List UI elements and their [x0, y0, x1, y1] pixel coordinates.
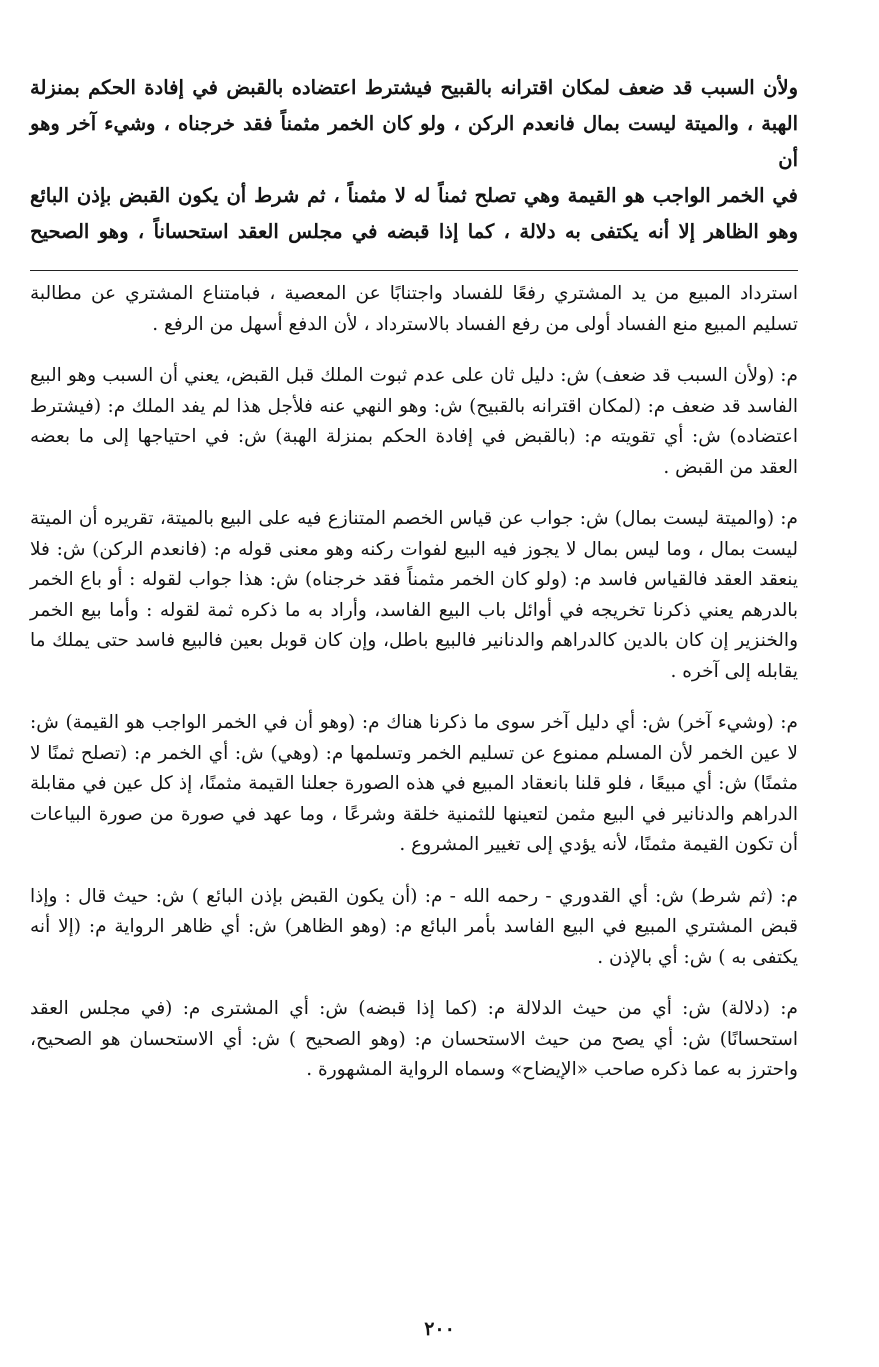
commentary-paragraph: م: (وشيء آخر) ش: أي دليل آخر سوى ما ذكرنا هناك م: (وهو أن في الخمر الواجب هو القيمة) ش: لا عين الخمر لأن المسلم ممنوع عن تسليم الخمر وتسلمها م: (وهي) ش: أي الخمر م: (تصلح ثمنًا لا مثمنًا) ش: أي مبيعًا ، فلو قلنا بانعقاد المبيع في هذه الصورة جعلنا القيمة مثمنًا، إذ كل عين في مقابلة الدراهم والدنانير في البيع مثمن لتعينها للثمنية خلقة وشرعًا ، وما عهد في صورة من صورة البياعات أن تكون القيمة مثمنًا، لأنه يؤدي إلى تغيير المشروع .: [30, 712, 798, 855]
main-text-line: ولأن السبب قد ضعف لمكان اقترانه بالقبيح فيشترط اعتضاده بالقبض في إفادة الحكم بمنزلة: [30, 76, 798, 99]
page-number: ٢٠٠: [424, 1318, 455, 1340]
commentary-paragraph: م: (والميتة ليست بمال) ش: جواب عن قياس الخصم المتنازع فيه على البيع بالميتة، تقريره أن الميتة ليست بمال ، وما ليس بمال لا يجوز فيه البيع لفوات ركنه وهو معنى قوله م: (فانعدم الركن) ش: فلا ينعقد العقد فالقياس فاسد م: (ولو كان الخمر مثمناً فقد خرجناه) ش: هذا جواب لقوله : أو باع الخمر بالدرهم يعني ذكرنا تخريجه في أوائل باب البيع الفاسد، وأراد به ما ذكره ثمة لقوله : وأما بيع الخمر والخنزير إن كان بالدين كالدراهم والدنانير فالبيع باطل، وإن كان قوبل بعين فالبيع فاسد حتى يملك ما يقابله إلى آخره .: [30, 508, 798, 682]
separator-line: [30, 270, 798, 271]
commentary-paragraph: م: (ثم شرط) ش: أي القدوري - رحمه الله - م: (أن يكون القبض بإذن البائع ) ش: حيث قال : وإذا قبض المشتري المبيع في البيع الفاسد بأمر البائع م: (وهو الظاهر) ش: أي ظاهر الرواية م: (إلا أنه يكتفى به ) ش: أي بالإذن .: [30, 885, 798, 968]
main-text-line: في الخمر الواجب هو القيمة وهي تصلح ثمناً له لا مثمناً ، ثم شرط أن يكون القبض بإذن البائع: [30, 184, 798, 207]
main-text-line: وهو الظاهر إلا أنه يكتفى به دلالة ، كما إذا قبضه في مجلس العقد استحساناً ، وهو الصحيح: [30, 220, 798, 243]
main-text-line: الهبة ، والميتة ليست بمال فانعدم الركن ، ولو كان الخمر مثمناً فقد خرجناه ، وشيء آخر وهو أن: [30, 112, 798, 171]
commentary-paragraph: م: (ولأن السبب قد ضعف) ش: دليل ثان على عدم ثبوت الملك قبل القبض، يعني أن السبب وهو البيع الفاسد قد ضعف م: (لمكان اقترانه بالقبيح) ش: وهو النهي عنه فلأجل هذا لم يفد الملك م: (فيشترط اعتضاده) ش: أي تقويته م: (بالقبض في إفادة الحكم بمنزلة الهبة) ش: في احتياجها إلى ما بعضه العقد من القبض .: [30, 365, 798, 478]
book-page: [30, 70, 798, 1107]
main-text-block: [30, 70, 798, 250]
commentary-paragraph: استرداد المبيع من يد المشتري رفعًا للفساد واجتنابًا عن المعصية ، فبامتناع المشتري عن مطالبة تسليم المبيع منع الفساد أولى من رفع الفساد بالاسترداد ، لأن الدفع أسهل من الرفع .: [30, 283, 798, 335]
commentary-block: [30, 279, 798, 1086]
commentary-paragraph: م: (دلالة) ش: أي من حيث الدلالة م: (كما إذا قبضه) ش: أي المشترى م: (في مجلس العقد استحسانًا) ش: أي يصح من حيث الاستحسان م: (وهو الصحيح ) ش: أي الاستحسان هو الصحيح، واحترز به عما ذكره صاحب «الإيضاح» وسماه الرواية المشهورة .: [30, 998, 798, 1080]
